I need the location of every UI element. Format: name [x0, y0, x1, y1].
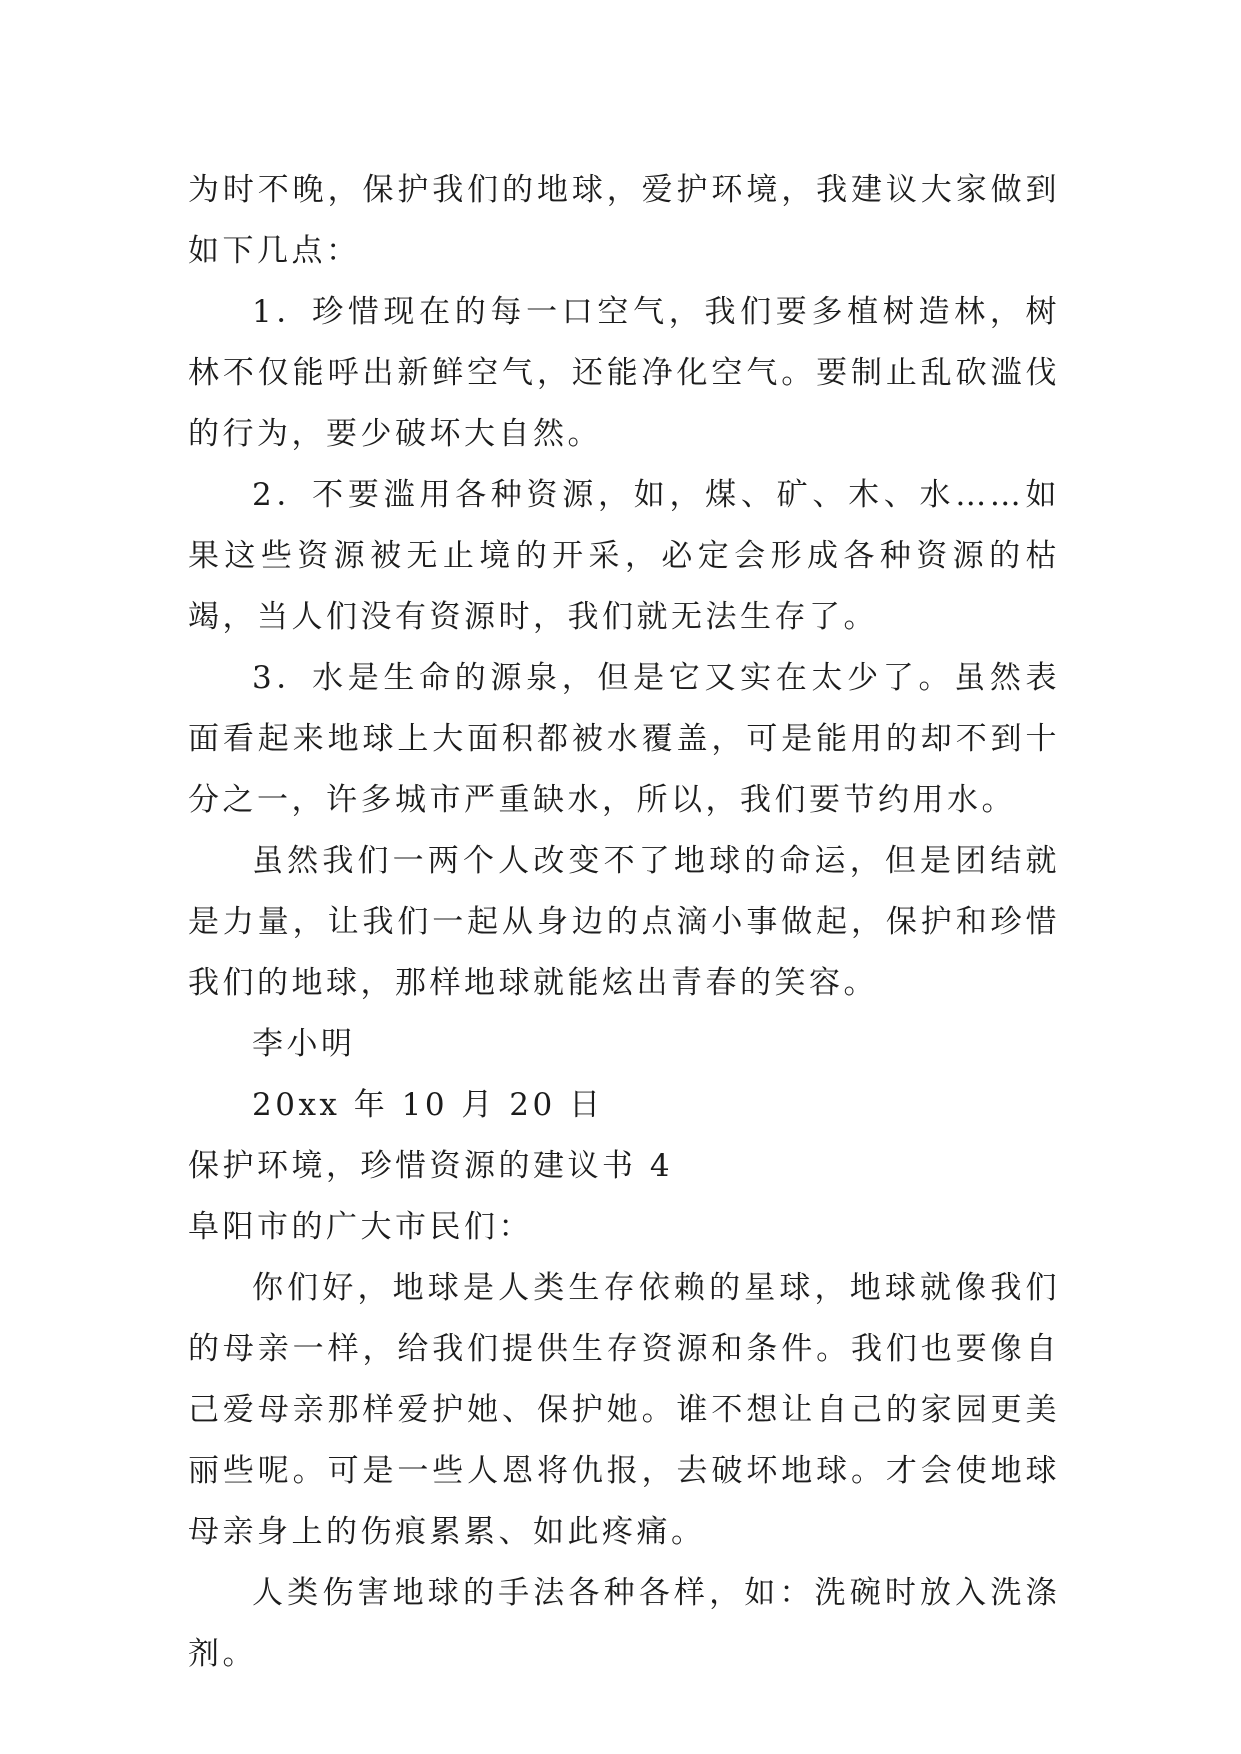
paragraph-intro: 为时不晚，保护我们的地球，爱护环境，我建议大家做到如下几点： — [188, 172, 1060, 269]
salutation: 阜阳市的广大市民们： — [188, 1209, 533, 1245]
paragraph-greeting: 你们好，地球是人类生存依赖的星球，地球就像我们的母亲一样，给我们提供生存资源和条件。我们也要像自己爱母亲那样爱护她、保护她。谁不想让自己的家园更美丽些呢。可是一些人恩将仇报，去破坏地球。才会使地球母亲身上的伤痕累累、如此疼痛。 — [188, 1270, 1060, 1550]
section-title: 保护环境，珍惜资源的建议书 4 — [188, 1148, 674, 1184]
document-body — [188, 160, 1060, 1685]
signature-name: 李小明 — [252, 1026, 356, 1062]
signature-date: 20xx 年 10 月 20 日 — [252, 1087, 604, 1123]
paragraph-conclusion: 虽然我们一两个人改变不了地球的命运，但是团结就是力量，让我们一起从身边的点滴小事做起，保护和珍惜我们的地球，那样地球就能炫出青春的笑容。 — [188, 843, 1060, 1001]
paragraph-item-1: 1．珍惜现在的每一口空气，我们要多植树造林，树林不仅能呼出新鲜空气，还能净化空气。要制止乱砍滥伐的行为，要少破坏大自然。 — [188, 294, 1060, 452]
paragraph-harm: 人类伤害地球的手法各种各样，如：洗碗时放入洗涤剂。 — [188, 1575, 1060, 1672]
paragraph-item-2: 2．不要滥用各种资源，如，煤、矿、木、水……如果这些资源被无止境的开采，必定会形成各种资源的枯竭，当人们没有资源时，我们就无法生存了。 — [188, 477, 1060, 635]
paragraph-item-3: 3．水是生命的源泉，但是它又实在太少了。虽然表面看起来地球上大面积都被水覆盖，可是能用的却不到十分之一，许多城市严重缺水，所以，我们要节约用水。 — [188, 660, 1060, 818]
